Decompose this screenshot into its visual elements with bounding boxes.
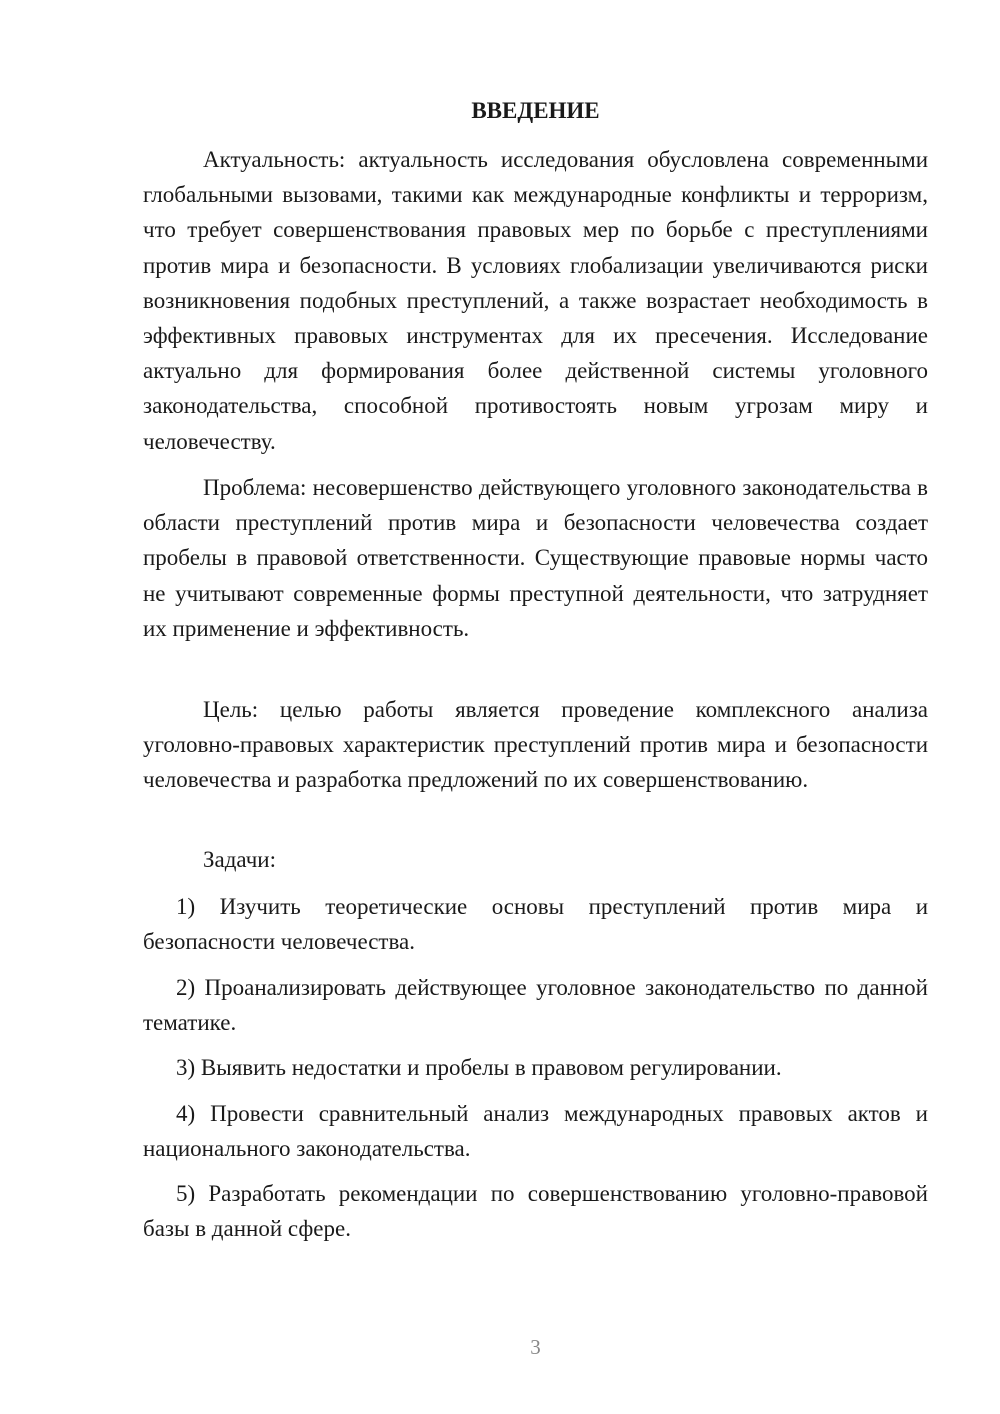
document-page <box>143 0 928 1414</box>
page-title: ВВЕДЕНИЕ <box>471 98 600 123</box>
paragraph-actuality: Актуальность: актуальность исследования обусловлена современными глобальными вызовами, такими как международные конфликты и терроризм, что требует совершенствования правовых мер по борьбе с преступлениями против мира и безопасности. В условиях глобализации увеличиваются риски возникновения подобных преступлений, а также возрастает необходимость в эффективных правовых инструментах для их пресечения. Исследование актуально для формирования более действенной системы уголовного законодательства, способной противостоять новым угрозам миру и человечеству. <box>143 147 928 454</box>
paragraph-problem: Проблема: несовершенство действующего уголовного законодательства в области преступлений против мира и безопасности человечества создает пробелы в правовой ответственности. Существующие правовые нормы часто не учитывают современные формы преступной деятельности, что затрудняет их применение и эффективность. <box>143 475 928 641</box>
task-item-2: 2) Проанализировать действующее уголовное законодательство по данной тематике. <box>143 975 928 1036</box>
task-item-4: 4) Провести сравнительный анализ международных правовых актов и национального законодательства. <box>143 1101 928 1162</box>
task-item-1: 1) Изучить теоретические основы преступлений против мира и безопасности человечества. <box>143 894 928 955</box>
task-item-5: 5) Разработать рекомендации по совершенствованию уголовно-правовой базы в данной сфере. <box>143 1181 928 1242</box>
page-number: 3 <box>530 1335 541 1359</box>
paragraph-goal: Цель: целью работы является проведение комплексного анализа уголовно-правовых характеристик преступлений против мира и безопасности человечества и разработка предложений по их совершенствованию. <box>143 697 928 793</box>
task-item-3: 3) Выявить недостатки и пробелы в правовом регулировании. <box>176 1055 782 1080</box>
tasks-label: Задачи: <box>203 847 276 872</box>
